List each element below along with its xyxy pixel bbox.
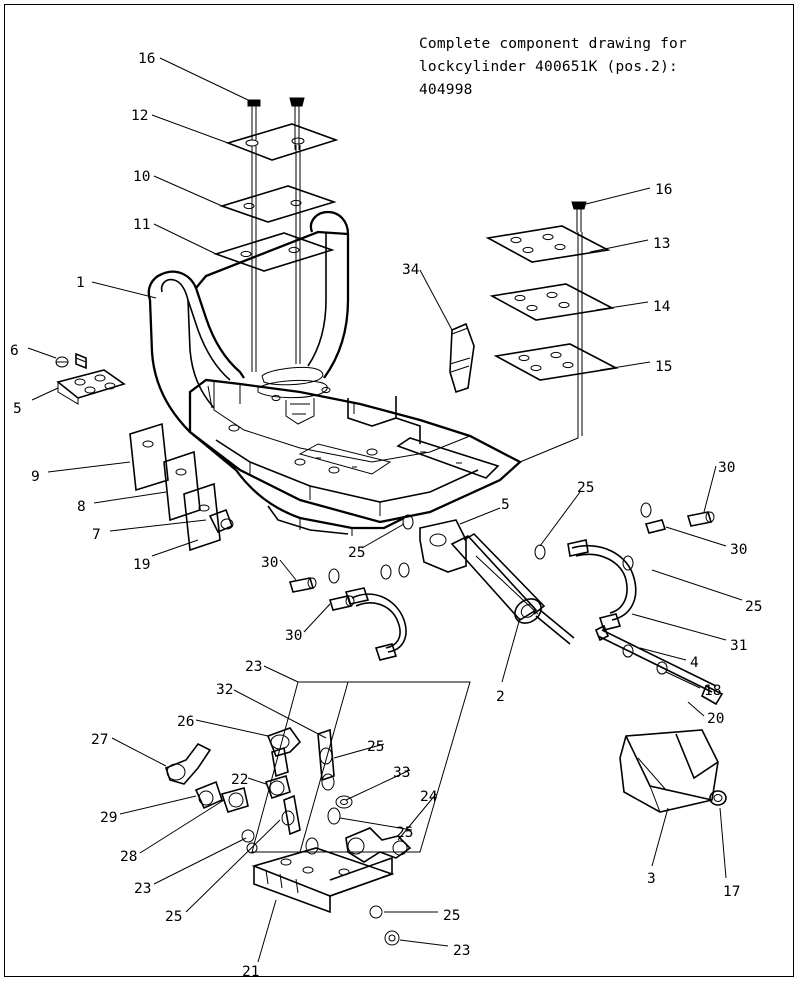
callout-25-e: 25 [367, 739, 385, 755]
callout-18: 18 [704, 683, 722, 699]
callout-28: 28 [120, 849, 138, 865]
callout-10: 10 [133, 169, 151, 185]
callout-15: 15 [655, 359, 673, 375]
callout-30-c: 30 [261, 555, 279, 571]
bracket-part-3 [620, 730, 726, 812]
callout-14: 14 [653, 299, 671, 315]
callout-1: 1 [76, 275, 85, 291]
callout-29: 29 [100, 810, 118, 826]
callout-30-b: 30 [730, 542, 748, 558]
lockcylinder-part-2 [420, 520, 574, 644]
callout-26: 26 [177, 714, 195, 730]
callout-4: 4 [690, 655, 699, 671]
callout-3: 3 [647, 871, 656, 887]
callout-25-a: 25 [577, 480, 595, 496]
callout-25-g: 25 [443, 908, 461, 924]
callout-30-d: 30 [285, 628, 303, 644]
callout-25-d: 25 [165, 909, 183, 925]
top-plate-stack [216, 98, 336, 372]
callout-17: 17 [723, 884, 741, 900]
title-line-3: 404998 [419, 82, 473, 98]
callout-32: 32 [216, 682, 234, 698]
callout-23-a: 23 [245, 659, 263, 675]
callout-8: 8 [77, 499, 86, 515]
callout-5-mid: 5 [501, 497, 510, 513]
callout-34: 34 [402, 262, 420, 278]
callout-6: 6 [10, 343, 19, 359]
callout-23-c: 23 [453, 943, 471, 959]
callout-19: 19 [133, 557, 151, 573]
callout-20: 20 [707, 711, 725, 727]
title-line-2: lockcylinder 400651K (pos.2): [419, 59, 678, 75]
callout-25-f: 25 [396, 825, 414, 841]
callout-23-b: 23 [134, 881, 152, 897]
pin-part-34 [450, 324, 474, 392]
title-line-1: Complete component drawing for [419, 36, 687, 52]
callout-22: 22 [231, 772, 249, 788]
valve-block-assembly [166, 682, 470, 945]
callout-27: 27 [91, 732, 109, 748]
callout-30-a: 30 [718, 460, 736, 476]
right-plate-stack [488, 202, 616, 462]
callout-16-right: 16 [655, 182, 673, 198]
callout-12: 12 [131, 108, 149, 124]
callout-13: 13 [653, 236, 671, 252]
callout-33: 33 [393, 765, 411, 781]
leader-lines [28, 58, 742, 962]
callout-2: 2 [496, 689, 505, 705]
callout-16-top: 16 [138, 51, 156, 67]
callout-24: 24 [420, 789, 438, 805]
callout-5-left: 5 [13, 401, 22, 417]
callout-21: 21 [242, 964, 260, 980]
callout-31: 31 [730, 638, 748, 654]
callout-9: 9 [31, 469, 40, 485]
callout-25-c: 25 [348, 545, 366, 561]
callout-25-b: 25 [745, 599, 763, 615]
hose-assemblies [290, 503, 714, 660]
left-small-parts [56, 354, 233, 550]
callout-11: 11 [133, 217, 151, 233]
callout-7: 7 [92, 527, 101, 543]
